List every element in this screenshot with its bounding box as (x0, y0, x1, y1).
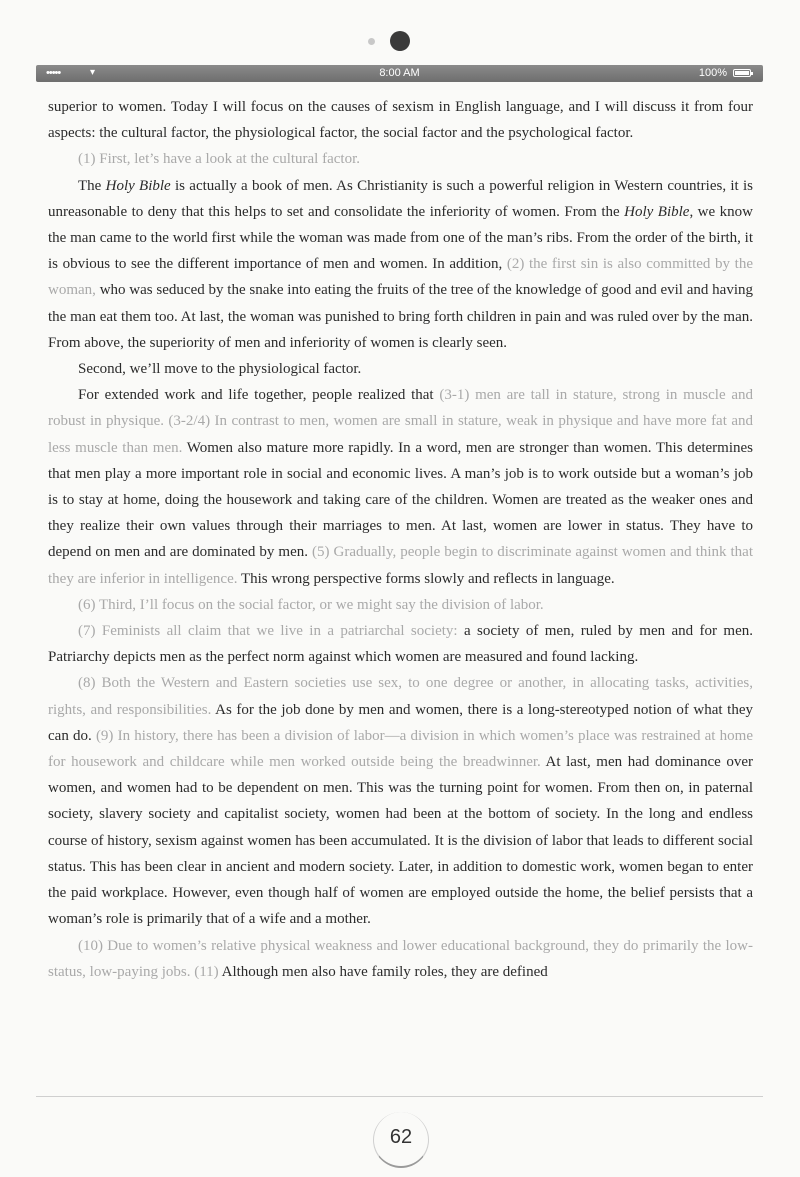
status-bar (36, 65, 763, 82)
signal-strength-icon: ••••• (46, 67, 61, 79)
paragraph (48, 146, 753, 172)
paragraph (48, 592, 753, 618)
paragraph (48, 356, 753, 382)
faded-text-segment: (2) the first sin is also committed by the woman, (48, 256, 753, 299)
faded-text-segment: (3-1) men are tall in stature, strong in muscle and robust in physique. (3-2/4) In contrast to men, women are small in stature, weak in physique and have more fat and less muscle than men. (48, 387, 753, 456)
text-segment: Although men also have family roles, they are defined (218, 963, 548, 980)
faded-text-segment: (1) First, let’s have a look at the cultural factor. (78, 151, 360, 168)
book-page[interactable] (36, 90, 763, 1097)
page-dot-active-icon[interactable] (390, 31, 410, 51)
text-segment: As for the job done by men and women, there is a long-stereotyped notion of what they can do. (48, 701, 753, 744)
text-segment: , we know the man came to the world first while the woman was made from one of the man’s ribs. From the order of the birth, it is obvious to see the different importance of men and women. In addition, (48, 203, 753, 273)
italic-title-segment: Holy Bible (105, 177, 171, 194)
faded-text-segment: (8) Both the Western and Eastern societies use sex, to one degree or another, in allocating tasks, activities, rights, and responsibilities. (48, 675, 753, 718)
text-segment: a society of men, ruled by men and for men. Patriarchy depicts men as the perfect norm against which women are measured and found lacking. (48, 623, 753, 666)
faded-text-segment: (6) Third, I’ll focus on the social factor, or we might say the division of labor. (78, 596, 544, 613)
battery-percentage: 100% (698, 67, 727, 79)
italic-title-segment: Holy Bible (624, 203, 690, 220)
page-indicator[interactable] (360, 28, 420, 52)
text-segment: The (78, 177, 106, 194)
text-segment: This wrong perspective forms slowly and reflects in language. (237, 570, 615, 587)
page-dot-inactive-icon[interactable] (368, 38, 375, 45)
status-time: 8:00 AM (379, 67, 420, 79)
faded-text-segment: (10) Due to women’s relative physical weakness and lower educational background, they do primarily the low-status, low-paying jobs. (11) (48, 937, 753, 980)
paragraph (48, 618, 753, 670)
faded-text-segment: (7) Feminists all claim that we live in a patriarchal society: (78, 623, 458, 640)
paragraph (48, 933, 753, 985)
faded-text-segment: (9) In history, there has been a division of labor—a division in which women’s place was restrained at home for housework and childcare while men worked outside being the breadwinner. (48, 727, 753, 771)
page-number: 62 (373, 1112, 429, 1168)
paragraph (48, 382, 753, 592)
text-segment: who was seduced by the snake into eating the fruits of the tree of the knowledge of good and evil and having the man eat them too. At last, the woman was punished to bring forth children in pain and was ruled over by the man. From above, the superiority of men and inferiority of women is clearly seen. (48, 282, 753, 351)
page-body-text (48, 94, 753, 985)
paragraph (48, 173, 753, 356)
paragraph (48, 94, 753, 146)
text-segment: At last, men had dominance over women, and women had to be dependent on men. This was the turning point for women. From then on, in paternal society, slavery society and capitalist society, women had been at the bottom of society. In the long and endless course of history, sexism against women has been accumulated. It is the division of labor that leads to different social status. This has been clear in ancient and modern society. Later, in addition to domestic work, women began to enter the paid workplace. However, even though half of women are employed outside the home, the belief persists that a woman’s role is primarily that of a wife and a mother. (48, 754, 754, 928)
text-segment: Women also mature more rapidly. In a word, men are stronger than women. This determines that men play a more important role in social and economic lives. A man’s job is to work outside but a woman’s job is to stay at home, doing the housework and taking care of the children. Women are treated as the weaker ones and they realize their own values through their marriages to men. At last, women are lower in status. They have to depend on men and are dominated by men. (48, 439, 754, 561)
text-segment: is actually a book of men. As Christianity is such a powerful religion in Western countries, it is unreasonable to deny that this helps to set and consolidate the inferiority of women. From the (48, 177, 753, 220)
battery-icon (733, 69, 751, 77)
text-segment: superior to women. Today I will focus on the causes of sexism in English language, and I will discuss it from four aspects: the cultural factor, the physiological factor, the social factor and the psychological factor. (48, 99, 753, 142)
text-segment: For extended work and life together, people realized that (78, 387, 440, 404)
text-segment: Second, we’ll move to the physiological factor. (78, 361, 362, 378)
wifi-icon: ▾ (90, 67, 96, 78)
paragraph (48, 670, 753, 932)
faded-text-segment: (5) Gradually, people begin to discriminate against women and think that they are inferior in intelligence. (48, 544, 753, 587)
